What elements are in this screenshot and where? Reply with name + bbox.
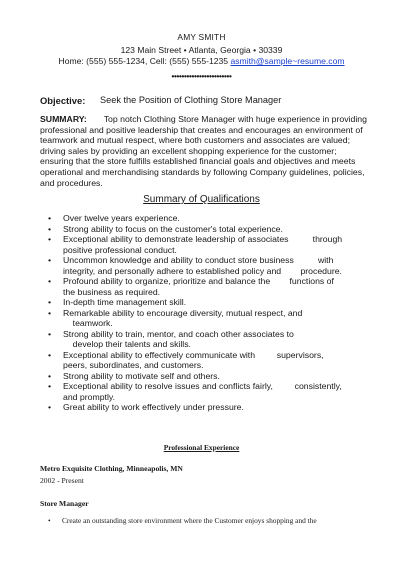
address-line: 123 Main Street • Atlanta, Georgia • 30339 [120,45,283,55]
list-item: • Strong ability to focus on the customer's total experience. [48,223,283,234]
bullet-icon: • [48,297,52,307]
objective-label: Objective: [40,95,86,106]
company-name: Metro Exquisite Clothing, Minneapolis, MN [40,464,183,473]
employment-dates: 2002 - Present [40,476,84,485]
header-divider: •••••••••••••••••••••••• [171,72,232,81]
list-item: • Profound ability to organize, prioritize and balance the functions of the business as required. [48,276,334,297]
list-item: • Remarkable ability to encourage diversity, mutual respect, and teamwork. [48,307,303,328]
qualifications-heading: Summary of Qualifications [143,194,260,205]
bullet-icon: • [48,381,52,391]
job-title: Store Manager [40,499,89,508]
phone-numbers: Home: (555) 555-1234, Cell: (555) 555-1235 [58,56,231,66]
task-text: Create an outstanding store environment where the Customer enjoys shopping and the [62,516,317,525]
list-item: • Strong ability to motivate self and others. [48,370,220,381]
bullet-icon: • [48,328,52,339]
task-item [48,516,317,525]
experience-heading: Professional Experience [163,443,240,452]
email-link[interactable]: asmith@sample~resume.com [230,56,345,66]
bullet-icon: • [48,402,52,412]
summary-label: SUMMARY: [40,114,87,124]
bullet-icon: • [48,516,51,525]
list-item: • Great ability to work effectively under pressure. [48,402,244,412]
list-item: • Exceptional ability to resolve issues and conflicts fairly, consistently, and promptly. [48,381,342,402]
bullet-icon: • [48,349,52,360]
bullet-icon: • [48,223,52,234]
qualifications-list [48,213,378,413]
bullet-icon: • [48,276,52,286]
contact-line [0,56,403,67]
list-item: • Exceptional ability to effectively communicate with supervisors, peers, subordinates, and customers. [48,349,324,370]
list-item: • Exceptional ability to demonstrate leadership of associates through positive professional conduct. [48,234,343,255]
list-item: • Strong ability to train, mentor, and coach other associates to develop their talents and skills. [48,328,294,349]
bullet-icon: • [48,307,52,318]
summary-text: Top notch Clothing Store Manager with huge experience in providing professional and positive leadership that creates and encourages an environment of teamwork and mutual respect, where both customers and associates are valued; driving sales by providing an excellent shopping experience for the customer; ensuring that the store fulfills established financial goals and objectives and meets operational and merchandising standards by following Company guidelines, policies, and procedures. [40,114,367,188]
list-item: • Over twelve years experience. [48,213,180,223]
bullet-icon: • [48,234,52,244]
list-item: • In-depth time management skill. [48,297,187,307]
bullet-icon: • [48,255,52,265]
summary-paragraph [40,114,370,188]
list-item: • Uncommon knowledge and ability to conduct store business with integrity, and personally adhere to established policy and procedure. [48,255,342,276]
objective-text: Seek the Position of Clothing Store Manager [100,95,282,105]
candidate-name: AMY SMITH [177,32,226,42]
bullet-icon: • [48,370,52,381]
bullet-icon: • [48,213,52,223]
